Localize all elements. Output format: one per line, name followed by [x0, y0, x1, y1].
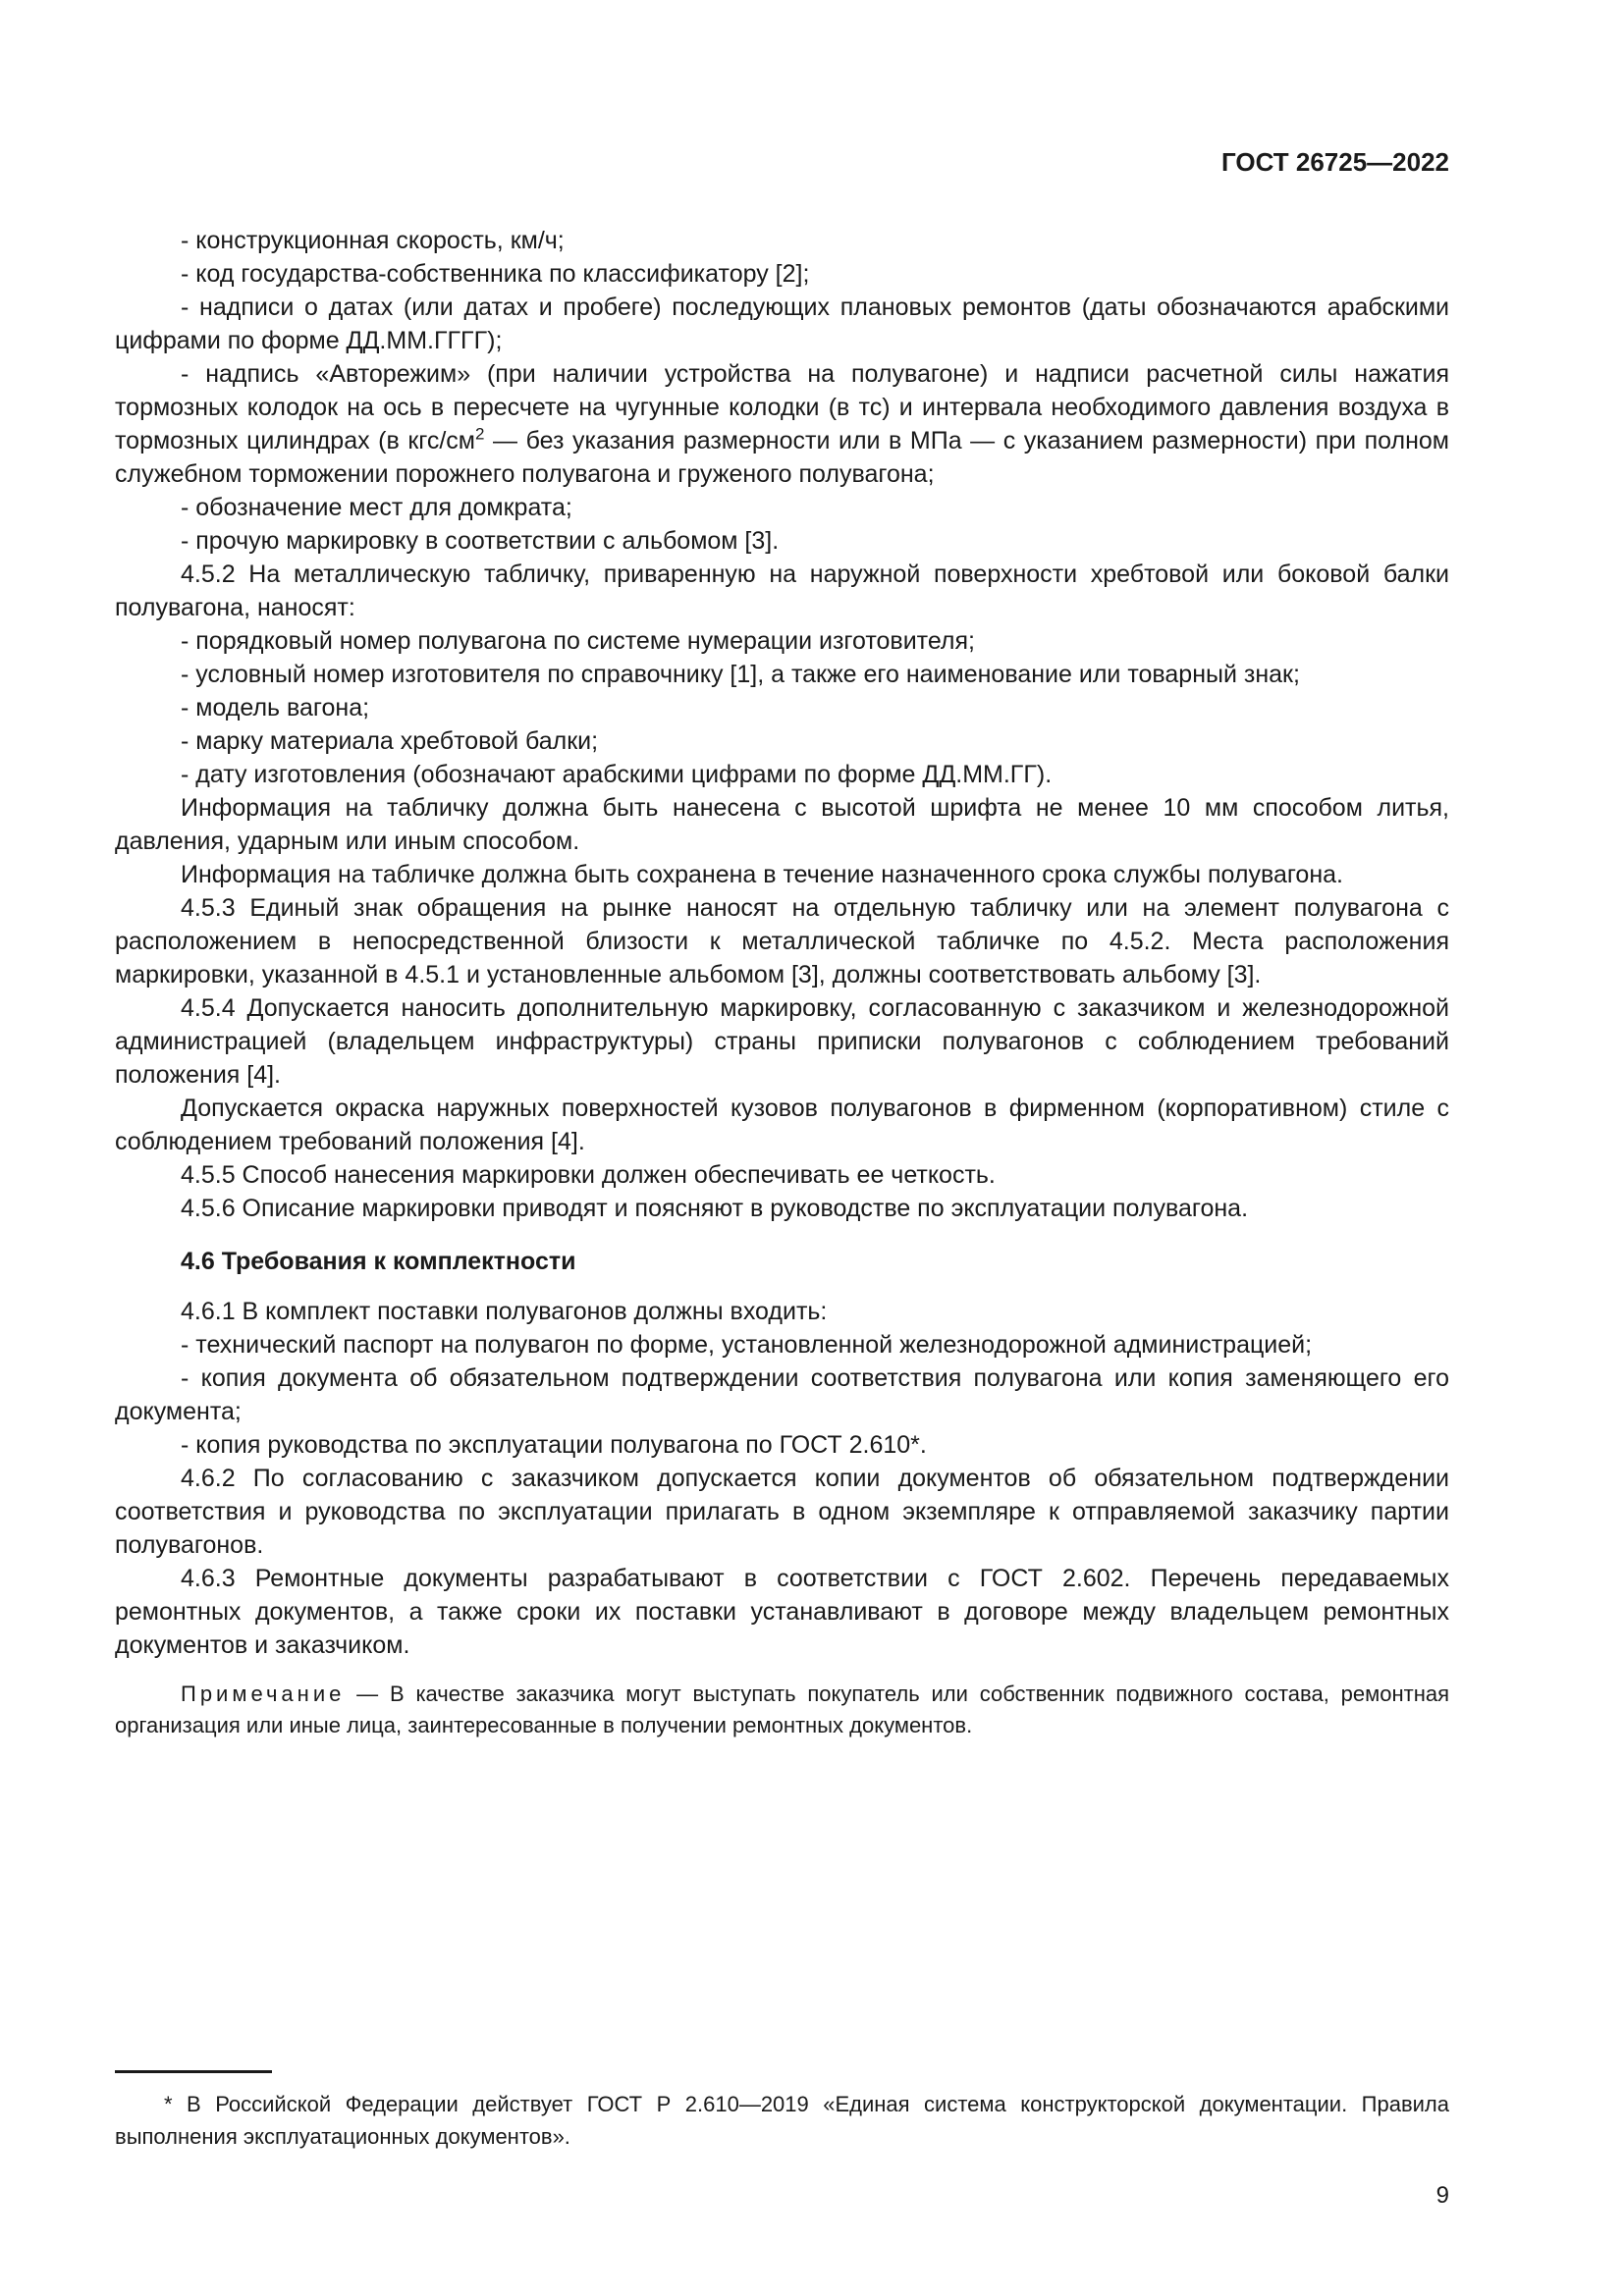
clause-4-5-6: 4.5.6 Описание маркировки приводят и поясняют в руководстве по эксплуатации полувагона. [181, 1195, 1249, 1222]
clause-4-5-4: 4.5.4 Допускается наносить дополнительную маркировку, согласованную с заказчиком и железнодорожной администрацией (владельцем инфраструктуры) страны приписки полувагонов с соблюдением требований положения [4]. [115, 994, 1449, 1089]
clause-4-5-3: 4.5.3 Единый знак обращения на рынке наносят на отдельную табличку или на элемент полувагона с расположением в непосредственной близости к металлической табличке по 4.5.2. Места расположения маркировки, указанной в 4.5.1 и установленные альбомом [3], должны соответствовать альбому [3]. [115, 894, 1449, 988]
note [115, 1679, 1449, 1741]
paragraph: - код государства-собственника по классификатору [2]; [181, 260, 810, 288]
paragraph: - обозначение мест для домкрата; [181, 494, 572, 521]
paragraph: - копия документа об обязательном подтверждении соответствия полувагона или копия заменяющего его документа; [115, 1364, 1449, 1425]
footnote-divider [115, 2070, 272, 2073]
standard-id: ГОСТ 26725—2022 [1221, 147, 1449, 177]
paragraph: - марку материала хребтовой балки; [181, 727, 599, 755]
paragraph: - конструкционная скорость, км/ч; [181, 227, 565, 254]
paragraph: - дату изготовления (обозначают арабскими цифрами по форме ДД.ММ.ГГ). [181, 761, 1053, 788]
paragraph: Информация на табличке должна быть сохранена в течение назначенного срока службы полувагона. [181, 861, 1343, 888]
document-header [115, 145, 1449, 179]
paragraph: - прочую маркировку в соответствии с альбомом [3]. [181, 527, 780, 555]
paragraph: - порядковый номер полувагона по системе нумерации изготовителя; [181, 627, 975, 655]
clause-4-6-1: 4.6.1 В комплект поставки полувагонов должны входить: [181, 1298, 828, 1325]
autorezhim-text-start: - надпись «Авторежим» (при наличии устройства на полувагоне) и надписи расчетной силы нажатия тормозных колодок на ось в пересчете на чугунные колодки (в тс) и интервала необходимого давления воздуха в тормозных цилиндрах (в кгс/см [115, 360, 1449, 454]
clause-4-6-2: 4.6.2 По согласованию с заказчиком допускается копии документов об обязательном подтверждении соответствия и руководства по эксплуатации прилагать в одном экземпляре к отправляемой заказчику партии полувагонов. [115, 1465, 1449, 1559]
paragraph: - технический паспорт на полувагон по форме, установленной железнодорожной администрацией; [181, 1331, 1313, 1359]
paragraph: - модель вагона; [181, 694, 370, 721]
paragraph: - надписи о датах (или датах и пробеге) последующих плановых ремонтов (даты обозначаются арабскими цифрами по форме ДД.ММ.ГГГГ); [115, 294, 1449, 354]
paragraph: - условный номер изготовителя по справочнику [1], а также его наименование или товарный знак; [181, 661, 1300, 688]
note-text: — В качестве заказчика могут выступать покупатель или собственник подвижного состава, ремонтная организация или иные лица, заинтересованные в получении ремонтных документов. [115, 1682, 1449, 1737]
section-heading-4-6: 4.6 Требования к комплектности [181, 1248, 576, 1275]
clause-4-5-2: 4.5.2 На металлическую табличку, приваренную на наружной поверхности хребтовой или боковой балки полувагона, наносят: [115, 561, 1449, 621]
paragraph: Допускается окраска наружных поверхностей кузовов полувагонов в фирменном (корпоративном) стиле с соблюдением требований положения [4]. [115, 1095, 1449, 1155]
page-number: 9 [1435, 2182, 1449, 2209]
note-label: Примечание [181, 1682, 346, 1706]
paragraph: Информация на табличку должна быть нанесена с высотой шрифта не менее 10 мм способом литья, давления, ударным или иным способом. [115, 794, 1449, 855]
footnote: * В Российской Федерации действует ГОСТ Р 2.610—2019 «Единая система конструкторской документации. Правила выполнения эксплуатационных документов». [115, 2092, 1449, 2149]
document-body [115, 224, 1449, 1741]
autorezhim-text-end: — без указания размерности или в МПа — с указанием размерности) при полном служебном торможении порожнего полувагона и груженого полувагона; [115, 427, 1449, 488]
paragraph-autorezhim [115, 357, 1449, 491]
clause-4-6-3: 4.6.3 Ремонтные документы разрабатывают в соответствии с ГОСТ 2.602. Перечень передаваемых ремонтных документов, а также сроки их поставки устанавливают в договоре между владельцем ремонтных документов и заказчиком. [115, 1565, 1449, 1659]
clause-4-5-5: 4.5.5 Способ нанесения маркировки должен обеспечивать ее четкость. [181, 1161, 996, 1189]
superscript-2: 2 [474, 424, 485, 444]
paragraph: - копия руководства по эксплуатации полувагона по ГОСТ 2.610*. [181, 1431, 927, 1459]
